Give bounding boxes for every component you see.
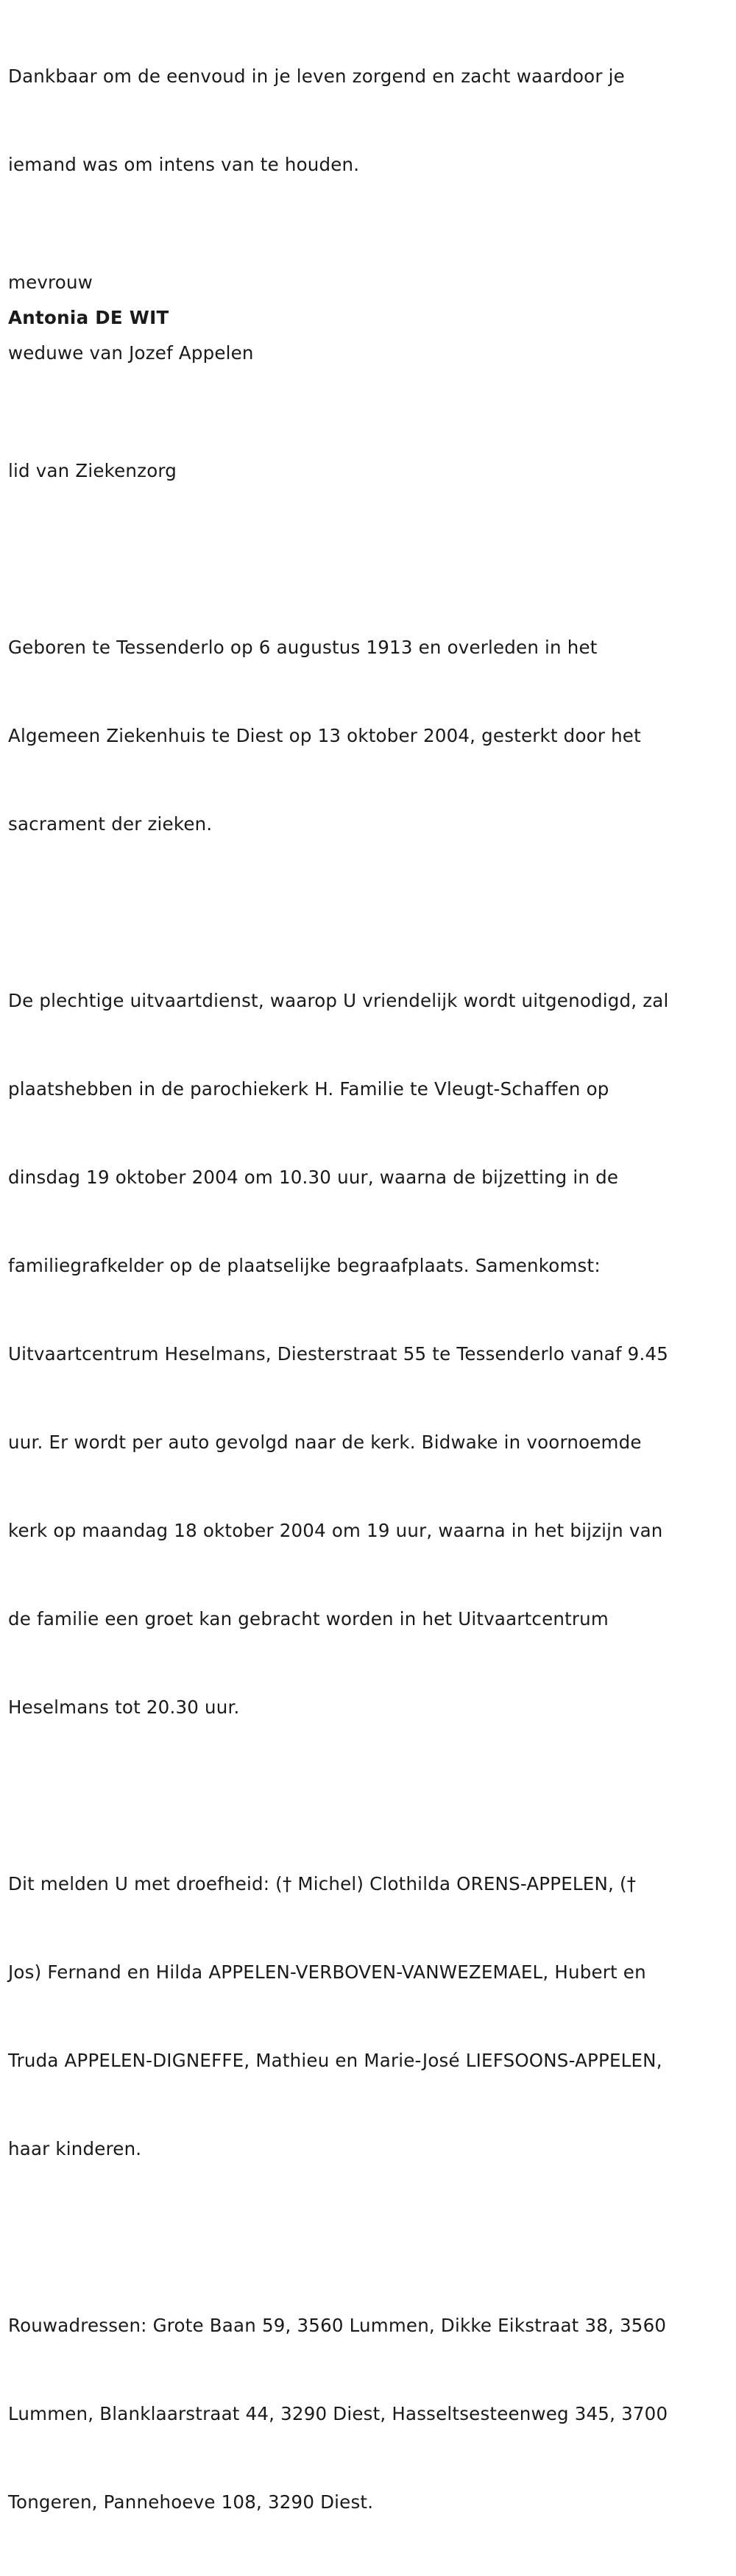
funeral-line: plaatshebben in de parochiekerk H. Familie te Vleugt-Schaffen op (8, 1078, 609, 1100)
address-line: Lummen, Blanklaarstraat 44, 3290 Diest, Hasseltsesteenweg 345, 3700 (8, 2403, 668, 2424)
intro-line: iemand was om intens van te houden. (8, 154, 360, 175)
family-line: haar kinderen. (8, 2138, 142, 2159)
funeral-line: dinsdag 19 oktober 2004 om 10.30 uur, waarna de bijzetting in de (8, 1167, 619, 1188)
funeral-line: de familie een groet kan gebracht worden in het Uitvaartcentrum (8, 1608, 609, 1630)
spouse-line: weduwe van Jozef Appelen (8, 342, 254, 364)
birth-death-line: sacrament der zieken. (8, 813, 213, 835)
membership-paragraph (8, 397, 726, 545)
intro-paragraph (8, 3, 726, 238)
addresses-paragraph (8, 2252, 726, 2576)
intro-line: Dankbaar om de eenvoud in je leven zorgend en zacht waardoor je (8, 66, 625, 87)
honorific: mevrouw (8, 272, 93, 293)
funeral-line: Heselmans tot 20.30 uur. (8, 1696, 240, 1718)
birth-death-line: Geboren te Tessenderlo op 6 augustus 1913 en overleden in het (8, 637, 598, 658)
membership-line: lid van Ziekenzorg (8, 460, 177, 481)
funeral-line: uur. Er wordt per auto gevolgd naar de kerk. Bidwake in voornoemde (8, 1432, 642, 1453)
funeral-line: kerk op maandag 18 oktober 2004 om 19 uur, waarna in het bijzijn van (8, 1520, 663, 1541)
funeral-line: familiegrafkelder op de plaatselijke begraafplaats. Samenkomst: (8, 1255, 601, 1276)
funeral-line: Uitvaartcentrum Heselmans, Diesterstraat 55 te Tessenderlo vanaf 9.45 (8, 1343, 669, 1365)
address-line: Rouwadressen: Grote Baan 59, 3560 Lummen, Dikke Eikstraat 38, 3560 (8, 2315, 667, 2336)
birth-death-paragraph (8, 574, 726, 898)
person-block (8, 268, 726, 368)
funeral-paragraph (8, 927, 726, 1781)
family-line: Truda APPELEN-DIGNEFFE, Mathieu en Marie-José LIEFSOONS-APPELEN, (8, 2050, 662, 2071)
obituary-text (8, 3, 726, 2576)
birth-death-line: Algemeen Ziekenhuis te Diest op 13 oktober 2004, gesterkt door het (8, 725, 641, 746)
family-line: Jos) Fernand en Hilda APPELEN-VERBOVEN-VANWEZEMAEL, Hubert en (8, 1961, 646, 1983)
deceased-name: Antonia DE WIT (8, 307, 169, 328)
funeral-line: De plechtige uitvaartdienst, waarop U vriendelijk wordt uitgenodigd, zal (8, 990, 669, 1011)
address-line: Tongeren, Pannehoeve 108, 3290 Diest. (8, 2491, 374, 2513)
family-paragraph (8, 1811, 726, 2223)
family-line: Dit melden U met droefheid: († Michel) Clothilda ORENS-APPELEN, († (8, 1873, 637, 1894)
